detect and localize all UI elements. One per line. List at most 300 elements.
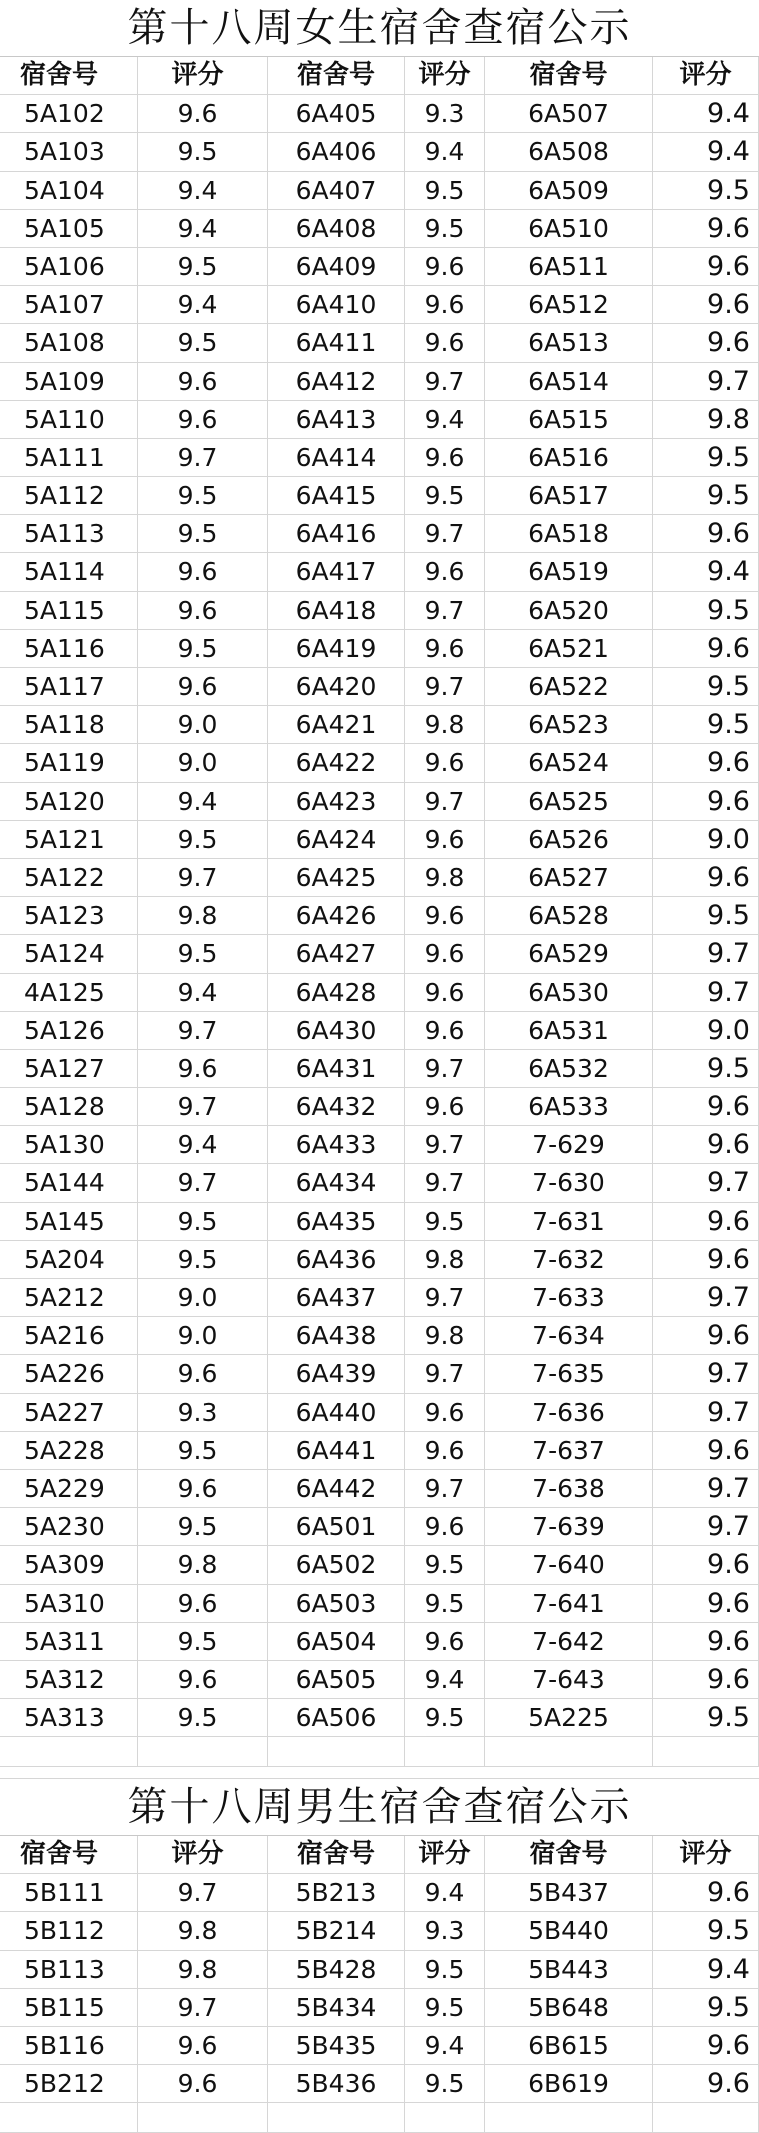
score-cell: 9.4 xyxy=(653,133,759,170)
score-cell: 9.4 xyxy=(653,1951,759,1988)
dorm-cell: 5A145 xyxy=(0,1203,138,1240)
score-cell: 9.7 xyxy=(138,1088,268,1125)
score-cell: 9.6 xyxy=(405,1394,485,1431)
score-cell: 9.6 xyxy=(138,1050,268,1087)
dorm-cell: 6A502 xyxy=(268,1546,405,1583)
score-cell: 9.5 xyxy=(653,592,759,629)
dorm-cell: 6A512 xyxy=(485,286,653,323)
table-row xyxy=(0,1012,759,1050)
dorm-cell: 5A121 xyxy=(0,821,138,858)
dorm-cell: 6A505 xyxy=(268,1661,405,1698)
dorm-cell: 6A439 xyxy=(268,1355,405,1392)
score-cell: 9.7 xyxy=(138,439,268,476)
score-cell: 9.6 xyxy=(653,859,759,896)
dorm-cell: 5B212 xyxy=(0,2065,138,2102)
table-row xyxy=(0,1546,759,1584)
score-cell: 9.6 xyxy=(405,286,485,323)
score-cell: 9.5 xyxy=(653,897,759,934)
dorm-cell: 6A501 xyxy=(268,1508,405,1545)
dorm-cell: 6A425 xyxy=(268,859,405,896)
score-cell: 9.5 xyxy=(405,1546,485,1583)
score-cell: 9.6 xyxy=(138,2027,268,2064)
header-score-3: 评分 xyxy=(653,1836,759,1873)
score-cell: 9.4 xyxy=(138,974,268,1011)
table-row xyxy=(0,1912,759,1950)
table-row xyxy=(0,401,759,439)
dorm-cell: 6A516 xyxy=(485,439,653,476)
score-cell: 9.5 xyxy=(653,172,759,209)
dorm-cell: 5A311 xyxy=(0,1623,138,1660)
dorm-cell: 5B111 xyxy=(0,1874,138,1911)
dorm-cell: 6A411 xyxy=(268,324,405,361)
dorm-cell: 5B213 xyxy=(268,1874,405,1911)
dorm-cell: 6A435 xyxy=(268,1203,405,1240)
table-row xyxy=(0,1394,759,1432)
score-cell: 9.6 xyxy=(138,95,268,132)
score-cell: 9.6 xyxy=(653,2065,759,2102)
score-cell: 9.5 xyxy=(138,1623,268,1660)
score-cell: 9.8 xyxy=(653,401,759,438)
dorm-cell: 6A532 xyxy=(485,1050,653,1087)
score-cell: 9.6 xyxy=(653,248,759,285)
score-cell: 9.6 xyxy=(653,1623,759,1660)
table-row xyxy=(0,1661,759,1699)
dorm-cell: 7-637 xyxy=(485,1432,653,1469)
score-cell: 9.6 xyxy=(138,2065,268,2102)
score-cell: 9.7 xyxy=(138,1874,268,1911)
dorm-cell: 6A519 xyxy=(485,553,653,590)
table-row xyxy=(0,1355,759,1393)
table-row xyxy=(0,1699,759,1737)
dorm-cell: 7-632 xyxy=(485,1241,653,1278)
dorm-cell: 7-634 xyxy=(485,1317,653,1354)
table-row xyxy=(0,95,759,133)
dorm-cell: 6A428 xyxy=(268,974,405,1011)
score-cell: 9.6 xyxy=(405,974,485,1011)
score-cell: 9.6 xyxy=(653,1432,759,1469)
score-cell: 9.6 xyxy=(653,1126,759,1163)
dorm-cell: 5B434 xyxy=(268,1989,405,2026)
score-cell: 9.6 xyxy=(653,744,759,781)
score-cell: 9.4 xyxy=(405,2027,485,2064)
table-row xyxy=(0,286,759,324)
blank-cell xyxy=(653,2103,759,2133)
dorm-cell: 5B115 xyxy=(0,1989,138,2026)
dorm-cell: 6A441 xyxy=(268,1432,405,1469)
dorm-cell: 5A105 xyxy=(0,210,138,247)
score-cell: 9.6 xyxy=(653,2027,759,2064)
score-cell: 9.7 xyxy=(405,1164,485,1201)
score-cell: 9.5 xyxy=(405,210,485,247)
dorm-cell: 6A426 xyxy=(268,897,405,934)
score-cell: 9.6 xyxy=(653,1088,759,1125)
blank-cell xyxy=(0,2103,138,2133)
score-cell: 9.6 xyxy=(138,668,268,705)
score-cell: 9.6 xyxy=(653,286,759,323)
score-cell: 9.4 xyxy=(138,783,268,820)
score-cell: 9.0 xyxy=(138,706,268,743)
blank-cell xyxy=(268,1737,405,1767)
dorm-cell: 5B116 xyxy=(0,2027,138,2064)
score-cell: 9.5 xyxy=(653,1989,759,2026)
dorm-cell: 6A504 xyxy=(268,1623,405,1660)
dorm-cell: 5B648 xyxy=(485,1989,653,2026)
table-row xyxy=(0,744,759,782)
header-score-1: 评分 xyxy=(138,1836,268,1873)
dorm-cell: 6A523 xyxy=(485,706,653,743)
header-score-2: 评分 xyxy=(405,57,485,94)
table-row xyxy=(0,1951,759,1989)
blank-cell xyxy=(138,1737,268,1767)
dorm-cell: 6A415 xyxy=(268,477,405,514)
table-row xyxy=(0,2065,759,2103)
dorm-cell: 5A119 xyxy=(0,744,138,781)
score-cell: 9.6 xyxy=(653,1661,759,1698)
boys-header-row xyxy=(0,1836,759,1874)
table-row xyxy=(0,1508,759,1546)
score-cell: 9.6 xyxy=(138,1355,268,1392)
score-cell: 9.5 xyxy=(653,706,759,743)
table-row xyxy=(0,1164,759,1202)
score-cell: 9.6 xyxy=(405,897,485,934)
score-cell: 9.5 xyxy=(653,668,759,705)
dorm-cell: 5A104 xyxy=(0,172,138,209)
score-cell: 9.3 xyxy=(138,1394,268,1431)
dorm-cell: 6A510 xyxy=(485,210,653,247)
score-cell: 9.7 xyxy=(405,783,485,820)
dorm-cell: 6A526 xyxy=(485,821,653,858)
score-cell: 9.7 xyxy=(653,1394,759,1431)
dorm-cell: 6A509 xyxy=(485,172,653,209)
score-cell: 9.5 xyxy=(653,1912,759,1949)
dorm-cell: 4A125 xyxy=(0,974,138,1011)
score-cell: 9.7 xyxy=(138,1989,268,2026)
dorm-cell: 6A434 xyxy=(268,1164,405,1201)
score-cell: 9.4 xyxy=(653,95,759,132)
dorm-cell: 6A433 xyxy=(268,1126,405,1163)
score-cell: 9.5 xyxy=(138,1432,268,1469)
dorm-cell: 5A229 xyxy=(0,1470,138,1507)
dorm-cell: 5B437 xyxy=(485,1874,653,1911)
table-row xyxy=(0,363,759,401)
blank-cell xyxy=(485,1737,653,1767)
score-cell: 9.6 xyxy=(138,1585,268,1622)
score-cell: 9.5 xyxy=(653,1699,759,1736)
score-cell: 9.7 xyxy=(405,592,485,629)
score-cell: 9.4 xyxy=(405,1661,485,1698)
dorm-cell: 6A515 xyxy=(485,401,653,438)
dorm-cell: 6A531 xyxy=(485,1012,653,1049)
blank-cell xyxy=(405,2103,485,2133)
table-row xyxy=(0,859,759,897)
dorm-cell: 5A130 xyxy=(0,1126,138,1163)
score-cell: 9.0 xyxy=(138,744,268,781)
dorm-cell: 6A423 xyxy=(268,783,405,820)
dorm-cell: 6A514 xyxy=(485,363,653,400)
score-cell: 9.4 xyxy=(405,1874,485,1911)
blank-cell xyxy=(653,1737,759,1767)
dorm-cell: 6A416 xyxy=(268,515,405,552)
dorm-cell: 6A521 xyxy=(485,630,653,667)
score-cell: 9.7 xyxy=(653,974,759,1011)
score-cell: 9.6 xyxy=(138,1661,268,1698)
table-row xyxy=(0,897,759,935)
dorm-cell: 7-643 xyxy=(485,1661,653,1698)
dorm-cell: 6A529 xyxy=(485,935,653,972)
score-cell: 9.6 xyxy=(405,744,485,781)
dorm-cell: 6A503 xyxy=(268,1585,405,1622)
score-cell: 9.7 xyxy=(653,1508,759,1545)
dorm-cell: 5A212 xyxy=(0,1279,138,1316)
blank-row xyxy=(0,1737,759,1767)
score-cell: 9.6 xyxy=(405,935,485,972)
dorm-cell: 5B436 xyxy=(268,2065,405,2102)
dorm-cell: 6A409 xyxy=(268,248,405,285)
dorm-cell: 7-638 xyxy=(485,1470,653,1507)
dorm-cell: 6A437 xyxy=(268,1279,405,1316)
dorm-cell: 5B214 xyxy=(268,1912,405,1949)
dorm-cell: 6A520 xyxy=(485,592,653,629)
score-cell: 9.0 xyxy=(138,1279,268,1316)
score-cell: 9.0 xyxy=(653,1012,759,1049)
dorm-cell: 6A412 xyxy=(268,363,405,400)
dorm-cell: 5A110 xyxy=(0,401,138,438)
dorm-cell: 6A410 xyxy=(268,286,405,323)
score-cell: 9.6 xyxy=(405,1623,485,1660)
dorm-cell: 7-630 xyxy=(485,1164,653,1201)
dorm-cell: 5A225 xyxy=(485,1699,653,1736)
score-cell: 9.5 xyxy=(405,1989,485,2026)
table-row xyxy=(0,706,759,744)
blank-cell xyxy=(268,2103,405,2133)
score-cell: 9.6 xyxy=(653,515,759,552)
dorm-cell: 6A507 xyxy=(485,95,653,132)
score-cell: 9.3 xyxy=(405,1912,485,1949)
header-dorm-2: 宿舍号 xyxy=(268,1836,405,1873)
table-row xyxy=(0,1317,759,1355)
score-cell: 9.5 xyxy=(138,515,268,552)
score-cell: 9.7 xyxy=(405,1470,485,1507)
table-row xyxy=(0,1126,759,1164)
score-cell: 9.6 xyxy=(405,630,485,667)
score-cell: 9.8 xyxy=(138,1546,268,1583)
score-cell: 9.5 xyxy=(405,1699,485,1736)
score-cell: 9.6 xyxy=(653,1203,759,1240)
score-cell: 9.6 xyxy=(405,1088,485,1125)
header-dorm-1: 宿舍号 xyxy=(0,57,138,94)
score-cell: 9.5 xyxy=(138,248,268,285)
score-cell: 9.5 xyxy=(138,935,268,972)
table-row xyxy=(0,668,759,706)
dorm-cell: 5A127 xyxy=(0,1050,138,1087)
dorm-cell: 5A108 xyxy=(0,324,138,361)
score-cell: 9.4 xyxy=(138,172,268,209)
dorm-cell: 6A431 xyxy=(268,1050,405,1087)
score-cell: 9.7 xyxy=(405,1050,485,1087)
score-cell: 9.8 xyxy=(138,1912,268,1949)
score-cell: 9.7 xyxy=(405,363,485,400)
dorm-cell: 7-639 xyxy=(485,1508,653,1545)
score-cell: 9.7 xyxy=(653,1355,759,1392)
score-cell: 9.6 xyxy=(653,1241,759,1278)
dorm-cell: 6A413 xyxy=(268,401,405,438)
dorm-cell: 5A111 xyxy=(0,439,138,476)
score-cell: 9.8 xyxy=(405,1317,485,1354)
score-cell: 9.5 xyxy=(138,1203,268,1240)
blank-cell xyxy=(485,2103,653,2133)
boys-title: 第十八周男生宿舍查宿公示 xyxy=(0,1778,759,1836)
header-score-2: 评分 xyxy=(405,1836,485,1873)
dorm-cell: 5B112 xyxy=(0,1912,138,1949)
score-cell: 9.5 xyxy=(138,1699,268,1736)
dorm-cell: 6A440 xyxy=(268,1394,405,1431)
score-cell: 9.6 xyxy=(405,248,485,285)
score-cell: 9.6 xyxy=(653,783,759,820)
dorm-cell: 7-642 xyxy=(485,1623,653,1660)
dorm-cell: 5B440 xyxy=(485,1912,653,1949)
score-cell: 9.5 xyxy=(138,1241,268,1278)
table-row xyxy=(0,248,759,286)
dorm-cell: 5A312 xyxy=(0,1661,138,1698)
dorm-cell: 7-629 xyxy=(485,1126,653,1163)
dorm-cell: 6A442 xyxy=(268,1470,405,1507)
score-cell: 9.7 xyxy=(653,1470,759,1507)
score-cell: 9.6 xyxy=(138,592,268,629)
dorm-cell: 6A513 xyxy=(485,324,653,361)
header-dorm-3: 宿舍号 xyxy=(485,57,653,94)
score-cell: 9.7 xyxy=(405,515,485,552)
dorm-cell: 5A102 xyxy=(0,95,138,132)
score-cell: 9.7 xyxy=(653,1164,759,1201)
table-row xyxy=(0,1279,759,1317)
score-cell: 9.4 xyxy=(138,1126,268,1163)
score-cell: 9.5 xyxy=(138,1508,268,1545)
dorm-cell: 6A405 xyxy=(268,95,405,132)
score-cell: 9.6 xyxy=(405,1012,485,1049)
dorm-cell: 5B435 xyxy=(268,2027,405,2064)
dorm-cell: 6A528 xyxy=(485,897,653,934)
score-cell: 9.4 xyxy=(138,210,268,247)
dorm-cell: 5A144 xyxy=(0,1164,138,1201)
dorm-cell: 5A116 xyxy=(0,630,138,667)
score-cell: 9.6 xyxy=(138,401,268,438)
dorm-cell: 6A533 xyxy=(485,1088,653,1125)
score-cell: 9.5 xyxy=(138,630,268,667)
table-row xyxy=(0,1585,759,1623)
score-cell: 9.7 xyxy=(653,363,759,400)
girls-table-body xyxy=(0,95,759,1737)
dorm-cell: 6A530 xyxy=(485,974,653,1011)
blank-cell xyxy=(0,1737,138,1767)
dorm-cell: 6A422 xyxy=(268,744,405,781)
score-cell: 9.5 xyxy=(405,1203,485,1240)
table-row xyxy=(0,783,759,821)
score-cell: 9.6 xyxy=(653,1585,759,1622)
score-cell: 9.5 xyxy=(653,1050,759,1087)
dorm-cell: 6A518 xyxy=(485,515,653,552)
score-cell: 9.4 xyxy=(405,133,485,170)
score-cell: 9.6 xyxy=(653,210,759,247)
table-row xyxy=(0,172,759,210)
dorm-cell: 5A103 xyxy=(0,133,138,170)
dorm-cell: 5A230 xyxy=(0,1508,138,1545)
score-cell: 9.7 xyxy=(138,1164,268,1201)
table-row xyxy=(0,1241,759,1279)
girls-header-row xyxy=(0,57,759,95)
boys-table-body xyxy=(0,1874,759,2103)
dorm-cell: 5A309 xyxy=(0,1546,138,1583)
score-cell: 9.4 xyxy=(653,553,759,590)
score-cell: 9.6 xyxy=(138,1470,268,1507)
dorm-cell: 6B619 xyxy=(485,2065,653,2102)
dorm-cell: 5A117 xyxy=(0,668,138,705)
dorm-cell: 6A506 xyxy=(268,1699,405,1736)
dorm-cell: 5A106 xyxy=(0,248,138,285)
blank-cell xyxy=(405,1737,485,1767)
score-cell: 9.6 xyxy=(653,1546,759,1583)
dorm-cell: 6A417 xyxy=(268,553,405,590)
dorm-cell: 6A420 xyxy=(268,668,405,705)
dorm-cell: 6A522 xyxy=(485,668,653,705)
table-row xyxy=(0,324,759,362)
table-row xyxy=(0,1989,759,2027)
score-cell: 9.5 xyxy=(405,477,485,514)
dorm-cell: 5A109 xyxy=(0,363,138,400)
dorm-cell: 5A120 xyxy=(0,783,138,820)
dorm-cell: 6A430 xyxy=(268,1012,405,1049)
dorm-cell: 7-633 xyxy=(485,1279,653,1316)
dorm-cell: 5A227 xyxy=(0,1394,138,1431)
girls-title: 第十八周女生宿舍查宿公示 xyxy=(0,0,759,57)
dorm-cell: 6A414 xyxy=(268,439,405,476)
dorm-cell: 5A124 xyxy=(0,935,138,972)
score-cell: 9.6 xyxy=(653,630,759,667)
dorm-cell: 6A436 xyxy=(268,1241,405,1278)
table-row xyxy=(0,515,759,553)
header-dorm-1: 宿舍号 xyxy=(0,1836,138,1873)
dorm-cell: 5A112 xyxy=(0,477,138,514)
dorm-cell: 6A407 xyxy=(268,172,405,209)
dorm-cell: 5A126 xyxy=(0,1012,138,1049)
table-row xyxy=(0,439,759,477)
table-row xyxy=(0,1088,759,1126)
dorm-cell: 5A216 xyxy=(0,1317,138,1354)
table-row xyxy=(0,1874,759,1912)
dorm-cell: 6A432 xyxy=(268,1088,405,1125)
table-row xyxy=(0,935,759,973)
score-cell: 9.3 xyxy=(405,95,485,132)
score-cell: 9.5 xyxy=(405,2065,485,2102)
score-cell: 9.7 xyxy=(405,668,485,705)
score-cell: 9.5 xyxy=(138,133,268,170)
score-cell: 9.8 xyxy=(405,1241,485,1278)
score-cell: 9.8 xyxy=(405,859,485,896)
table-row xyxy=(0,2027,759,2065)
score-cell: 9.5 xyxy=(653,439,759,476)
score-cell: 9.0 xyxy=(138,1317,268,1354)
score-cell: 9.7 xyxy=(653,1279,759,1316)
dorm-cell: 5A226 xyxy=(0,1355,138,1392)
dorm-cell: 6A525 xyxy=(485,783,653,820)
blank-cell xyxy=(138,2103,268,2133)
dorm-cell: 7-641 xyxy=(485,1585,653,1622)
table-row xyxy=(0,974,759,1012)
dorm-cell: 7-640 xyxy=(485,1546,653,1583)
score-cell: 9.4 xyxy=(138,286,268,323)
score-cell: 9.7 xyxy=(405,1355,485,1392)
table-row xyxy=(0,821,759,859)
score-cell: 9.8 xyxy=(405,706,485,743)
